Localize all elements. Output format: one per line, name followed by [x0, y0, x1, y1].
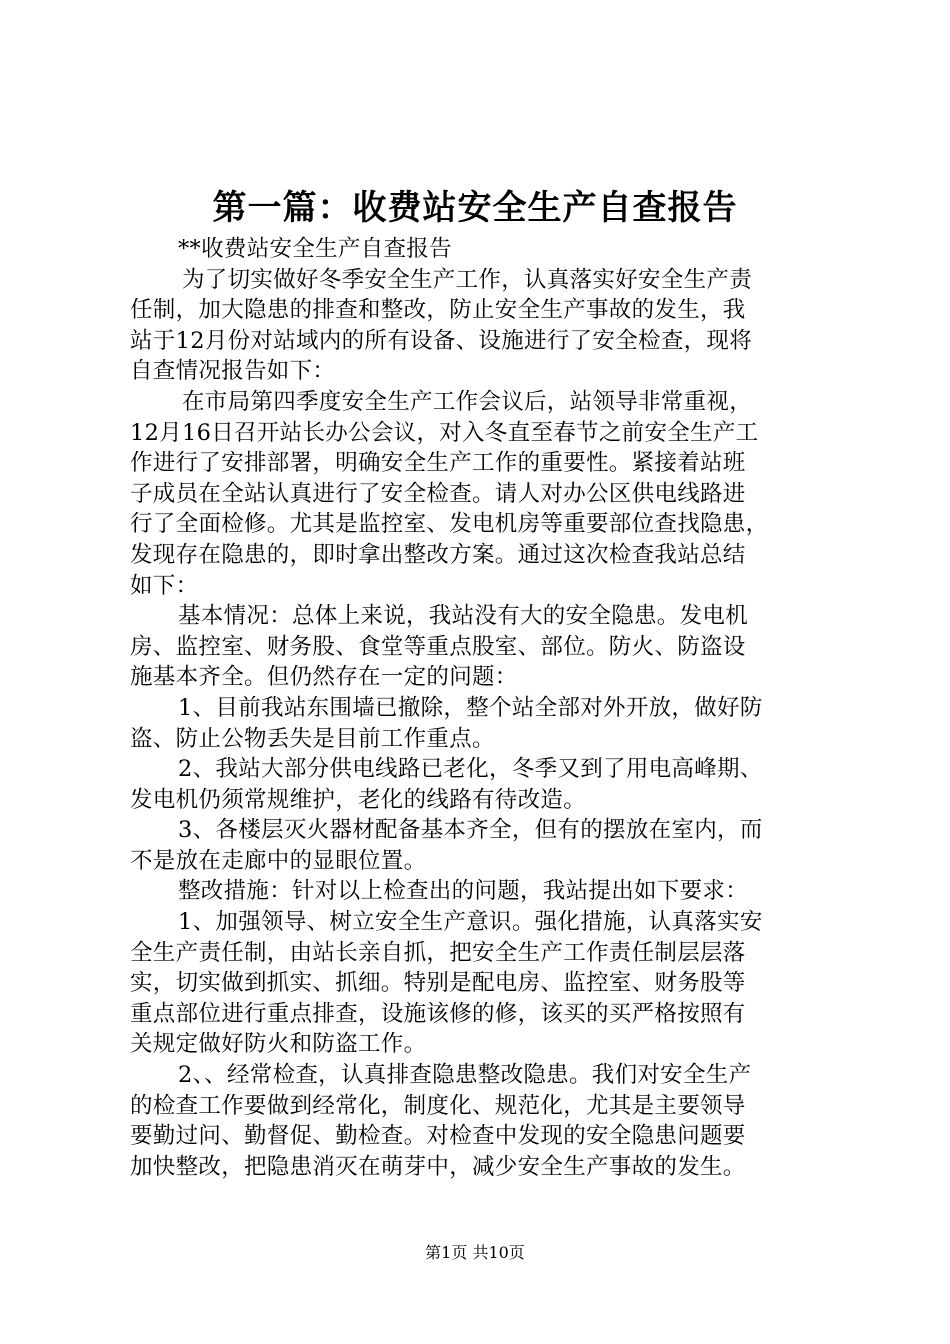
text-line: 发电机仍须常规维护，老化的线路有待改造。: [130, 786, 587, 813]
text-line: 作进行了安排部署，明确安全生产工作的重要性。紧接着站班: [130, 450, 746, 477]
text-line: 1、目前我站东围墙已撤除，整个站全部对外开放，做好防: [178, 694, 763, 721]
text-line: 重点部位进行重点排查，设施该修的修，该买的买严格按照有: [130, 1000, 746, 1027]
text-line: 盗、防止公物丢失是目前工作重点。: [130, 725, 495, 752]
text-line: 在市局第四季度安全生产工作会议后，站领导非常重视，: [182, 388, 753, 415]
text-line: 12月16日召开站长办公会议，对入冬直至春节之前安全生产工: [130, 419, 759, 446]
text-line: 房、监控室、财务股、食堂等重点股室、部位。防火、防盗设: [130, 633, 746, 660]
page-footer: 第1页 共10页: [425, 1243, 525, 1262]
text-line: 整改措施：针对以上检查出的问题，我站提出如下要求：: [178, 878, 749, 905]
text-line: 实，切实做到抓实、抓细。特别是配电房、监控室、财务股等: [130, 970, 746, 997]
text-line: 1、加强领导、树立安全生产意识。强化措施，认真落实安: [178, 909, 763, 936]
text-line: 要勤过问、勤督促、勤检查。对检查中发现的安全隐患问题要: [130, 1123, 746, 1150]
text-line: 行了全面检修。尤其是监控室、发电机房等重要部位查找隐患，: [130, 511, 769, 538]
text-line: 发现存在隐患的，即时拿出整改方案。通过这次检查我站总结: [130, 541, 746, 568]
text-line: 2、、经常检查，认真排查隐患整改隐患。我们对安全生产: [178, 1062, 752, 1089]
text-line: 为了切实做好冬季安全生产工作，认真落实好安全生产责: [182, 266, 753, 293]
text-line: 子成员在全站认真进行了安全检查。请人对办公区供电线路进: [130, 480, 746, 507]
text-line: 关规定做好防火和防盗工作。: [130, 1031, 427, 1058]
subtitle-line: **收费站安全生产自查报告: [178, 236, 452, 262]
text-line: 基本情况：总体上来说，我站没有大的安全隐患。发电机: [178, 603, 749, 630]
text-line: 加快整改，把隐患消灭在萌芽中，减少安全生产事故的发生。: [130, 1153, 746, 1180]
text-line: 3、各楼层灭火器材配备基本齐全，但有的摆放在室内，而: [178, 817, 763, 844]
document-title: 第一篇：收费站安全生产自查报告: [212, 188, 738, 228]
text-line: 的检查工作要做到经常化，制度化、规范化，尤其是主要领导: [130, 1092, 746, 1119]
document-body: [130, 234, 830, 1182]
text-line: 施基本齐全。但仍然存在一定的问题：: [130, 664, 518, 691]
text-line: 任制，加大隐患的排查和整改，防止安全生产事故的发生，我: [130, 297, 746, 324]
text-line: 自查情况报告如下：: [130, 358, 336, 385]
text-line: 2、我站大部分供电线路已老化，冬季又到了用电高峰期、: [178, 756, 763, 783]
text-line: 如下：: [130, 572, 199, 599]
text-line: 不是放在走廊中的显眼位置。: [130, 847, 427, 874]
text-line: 全生产责任制，由站长亲自抓，把安全生产工作责任制层层落: [130, 939, 746, 966]
text-line: 站于12月份对站域内的所有设备、设施进行了安全检查，现将: [130, 327, 753, 354]
